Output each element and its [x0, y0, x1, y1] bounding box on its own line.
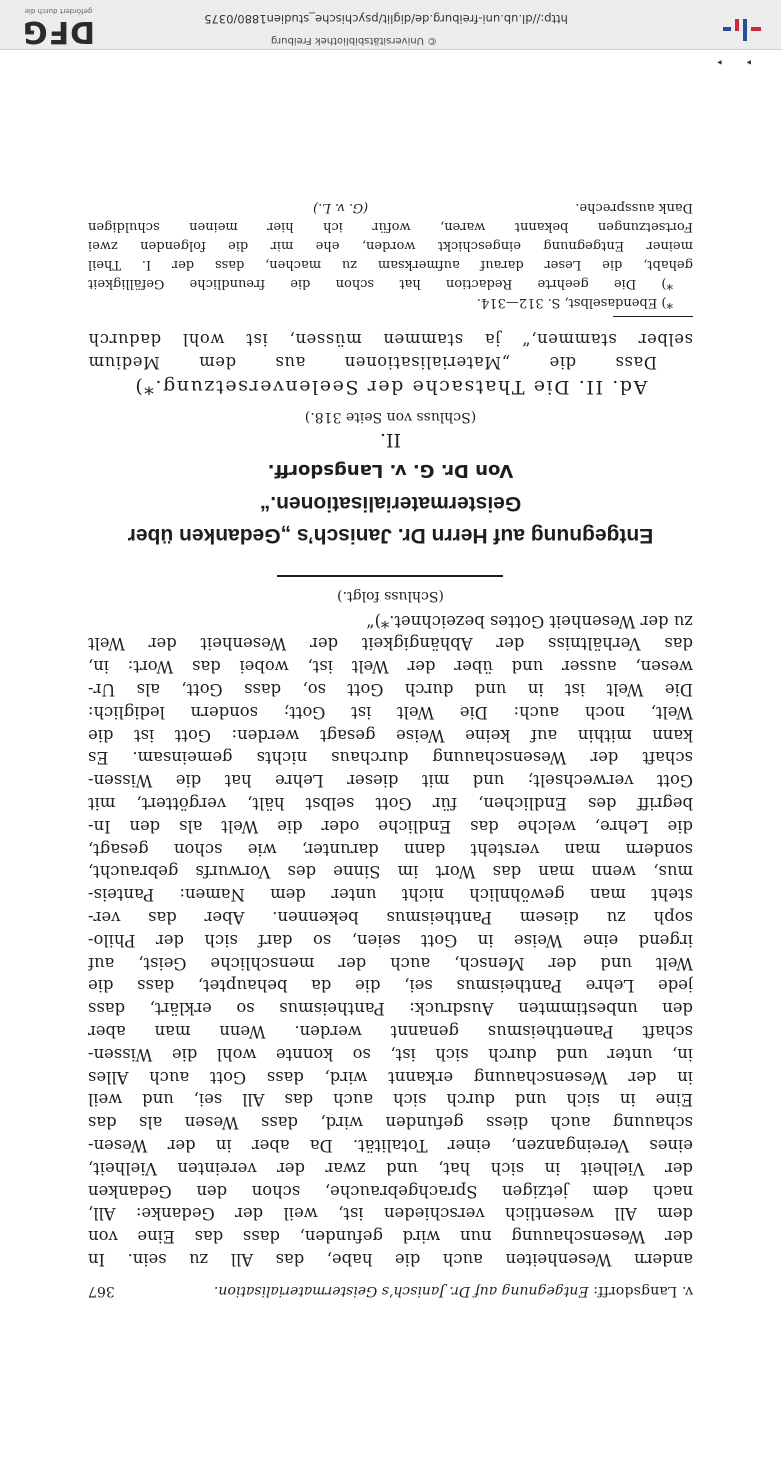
footnote-line: gehabt, die Leser darauf aufmerksam zu machen, dass der I. Theil	[88, 257, 693, 273]
text-line: schauung auch diess gefunden wird, dass Wesen als das	[88, 1113, 693, 1133]
text-line: nach dem jetzigen Sprachgebrauche, schon den Gedanken	[88, 1181, 693, 1201]
viewer-nav	[717, 57, 751, 67]
text-line: Welt und der Mensch, auch der menschliche Geist, auf	[88, 953, 693, 973]
viewer-info-bar	[0, 0, 781, 67]
text-line: schaft Panentheismus genannt werden. Wenn man aber	[88, 1022, 693, 1042]
section-divider	[278, 575, 504, 577]
text-line: Welt, noch auch: Die Welt ist Gott; sondern lediglich:	[88, 702, 693, 722]
text-line: kann mithin auf keine Weise gesagt werden: Gott ist die	[88, 725, 693, 745]
running-head	[88, 1280, 693, 1302]
source-url-link[interactable]: http://dl.ub.uni-freiburg.de/diglit/psychische_studien1880/0375	[204, 12, 568, 26]
footnote	[88, 198, 693, 293]
text-line: den unbestimmten Ausdruck: Pantheismus so erklärt, dass	[88, 999, 693, 1019]
conclusion-note: (Schluss von Seite 318.)	[304, 408, 477, 425]
text-line: eines Vereinganzen, einer Totalität. Da aber in der Wesen-	[88, 1136, 693, 1156]
running-head-author: v. Langsdorff:	[593, 1283, 693, 1299]
running-head-text	[214, 1280, 693, 1302]
text-line: wesen, ausser und über der Welt ist, wobei das Wort: in,	[88, 657, 693, 677]
footnote-divider	[613, 316, 693, 317]
text-line: irgend eine Weise in Gott seien, so darf sich der Philo-	[88, 930, 693, 950]
continued-note: (Schluss folgt.)	[337, 587, 444, 604]
article-title-line: Geistermaterialisationen.“	[259, 491, 522, 515]
article-author: Von Dr. G. v. Langsdorff.	[267, 459, 514, 481]
text-line: soph zu diesem Pantheismus bekennen. Aber das ver-	[88, 908, 693, 928]
text-line: Dass die „Materialisationen aus dem Medium	[88, 352, 657, 372]
text-line: in der Wesenschauung erkannt wird, dass Gott auch Alles	[88, 1067, 693, 1087]
text-line: zu der Wesenheit Gottes bezeichnet.*)“	[366, 611, 693, 631]
text-line: begriff des Endlichen, für Gott selbst hält, vergöttert, mit	[88, 794, 693, 814]
text-line: steht man gewöhnlich nicht unter dem Namen: Panteis-	[88, 885, 693, 905]
footnote-line-text: Dank ausspreche.	[575, 200, 693, 216]
footnote-line: *) Die geehrte Redaction hat schon die freundliche Gefälligkeit	[88, 276, 673, 292]
footnote: *) Ebendaselbst, S. 312—314.	[476, 295, 673, 311]
paragraph-continued	[88, 609, 693, 1270]
text-line: in, unter und durch sich ist, so konnte wohl die Wissen-	[88, 1044, 693, 1064]
text-line: die Lehre, welche das Endliche oder die Welt als den In-	[88, 816, 693, 836]
nav-arrow-icon[interactable]: ▸	[717, 57, 722, 67]
part-number: II.	[379, 428, 402, 451]
text-line: das Verhältniss der Abhängigkeit der Wesenheit der Welt	[88, 634, 693, 654]
footnote-signature: (G. v. L.)	[313, 200, 369, 216]
footnote-line: Fortsetzungen bekannt waren, wofür ich hier meinen schuldigen	[88, 219, 693, 235]
article-title	[88, 487, 693, 551]
dfg-logo-subtext: gefördert durch die	[24, 7, 93, 15]
text-line: Die Welt ist in und durch Gott so, dass Gott, als Ur-	[88, 680, 693, 700]
article-title-line: Entgegnung auf Herrn Dr. Janisch’s „Gedanken über	[127, 523, 654, 547]
footnote-line	[313, 198, 693, 217]
section-heading: Ad. II. Die Thatsache der Seelenversetzung.*)	[133, 375, 648, 398]
dfg-logo	[6, 1, 111, 47]
text-line: der Wesenschauung nun wird gefunden, dass das Eine von	[88, 1227, 693, 1247]
text-line: der Vielheit in sich hat, und zwar der vereinten Vielheit,	[88, 1158, 693, 1178]
text-line: schaft der Wesenschauung durchaus nichts gemeinsam. Es	[88, 748, 693, 768]
footnote-line: meiner Entgegnung eingeschickt worden, ehe mir die folgenden zwei	[88, 238, 693, 254]
university-logo-icon	[721, 7, 761, 43]
dfg-logo-mark: DFG	[21, 14, 96, 49]
text-line: jede Lehre Pantheismus sei, die da behauptet, dass die	[88, 976, 693, 996]
text-line: selber stammen,“ ja stammen müssen, ist wohl dadurch	[88, 330, 693, 350]
page-number: 367	[88, 1283, 115, 1299]
nav-arrow-icon[interactable]: ▸	[746, 57, 751, 67]
scanned-page	[88, 198, 693, 1302]
text-line: sondern man versteht dann darunter, wie schon gesagt,	[88, 839, 693, 859]
text-line: andern Wesenheiten auch die habe, das All zu sein. In	[88, 1250, 693, 1269]
text-line: dem All wesentlich verschieden ist, weil der Gedanke: All,	[88, 1204, 693, 1224]
copyright-text: © Universitätsbibliothek Freiburg	[270, 35, 438, 46]
text-line: Gott verwechselt; und mit dieser Lehre hat die Wissen-	[88, 771, 693, 791]
text-line: mus, wenn man das Wort im Sinne des Vorwurfs gebraucht,	[88, 862, 693, 882]
text-line: Eine in sich und durch sich auch das All sei, und weil	[88, 1090, 693, 1110]
running-head-title: Entgegnung auf Dr. Janisch’s Geistermaterialisation.	[213, 1283, 589, 1299]
